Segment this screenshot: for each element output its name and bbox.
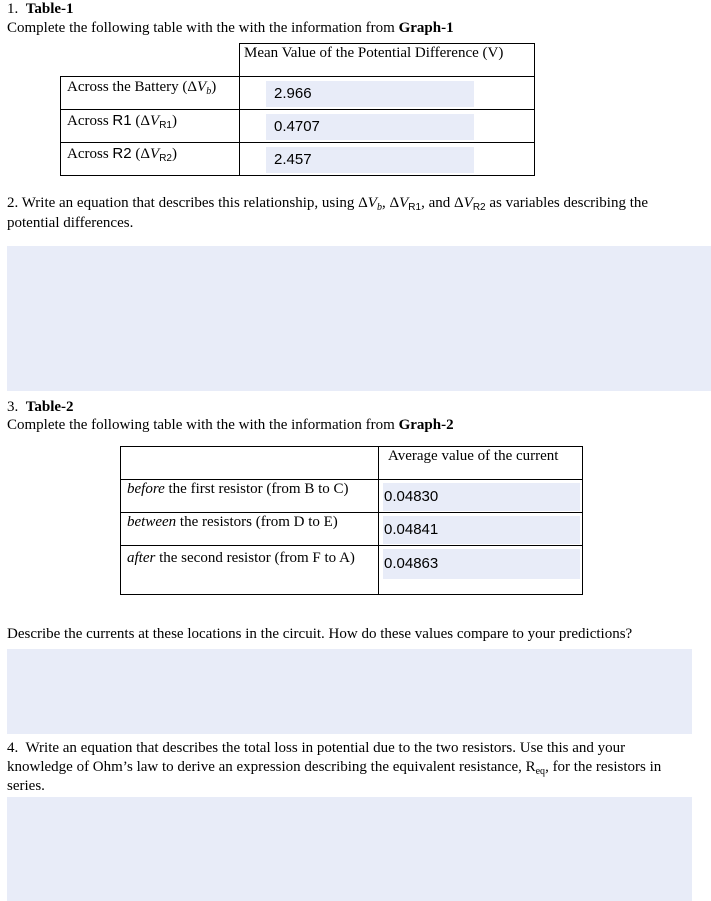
table-row <box>121 546 583 595</box>
table-2-header: Average value of the current <box>379 447 583 480</box>
row-label: before the first resistor (from B to C) <box>121 480 379 513</box>
q4-line-2: knowledge of Ohm’s law to derive an expression describing the equivalent resistance, $R_{eq}$, for the resistors in <box>7 759 662 777</box>
table-row <box>61 77 535 110</box>
current-d-e-input[interactable]: 0.04841 <box>383 516 580 544</box>
table-row <box>121 513 583 546</box>
table-row <box>121 480 583 513</box>
q3-title: Table-2 <box>25 399 74 415</box>
q2-answer-field[interactable] <box>7 246 711 391</box>
q3-answer-field[interactable] <box>7 649 692 734</box>
battery-pd-input[interactable]: 2.966 <box>266 81 474 107</box>
q4-line-3: series. <box>7 778 45 794</box>
q1-instruction: Complete the following table with the with the information from Graph-1 <box>7 20 454 36</box>
q3-heading: 3. Table-2 <box>7 399 74 415</box>
table-1 <box>60 43 535 176</box>
q4-answer-field[interactable] <box>7 797 692 901</box>
battery-pd-cell[interactable] <box>240 77 535 110</box>
row-label: Across R2 $(\Delta V_{R2})$ <box>61 143 240 176</box>
r1-pd-cell[interactable] <box>240 110 535 143</box>
current-f-a-cell[interactable] <box>379 546 583 595</box>
q2-line-1: 2. Write an equation that describes this relationship, using $\Delta V_b$, $\Delta V_{R1}$, and $\Delta V_{R2}$ as variables describing the <box>7 195 649 213</box>
current-d-e-cell[interactable] <box>379 513 583 546</box>
q1-heading: 1. Table-1 <box>7 1 74 17</box>
row-label: after the second resistor (from F to A) <box>121 546 379 595</box>
current-b-c-input[interactable]: 0.04830 <box>383 483 580 511</box>
row-label: Across the Battery $(\Delta V_b)$ <box>61 77 240 110</box>
table-1-header: Mean Value of the Potential Difference (V) <box>240 44 535 77</box>
q1-title: Table-1 <box>25 1 74 17</box>
r2-pd-cell[interactable] <box>240 143 535 176</box>
r1-pd-input[interactable]: 0.4707 <box>266 114 474 140</box>
q3-instruction: Complete the following table with the with the information from Graph-2 <box>7 417 454 433</box>
q4-line-1: 4. Write an equation that describes the total loss in potential due to the two resistors. Use this and your <box>7 740 626 756</box>
table-row <box>61 143 535 176</box>
table-2 <box>120 446 583 595</box>
row-label: Across R1 $(\Delta V_{R1})$ <box>61 110 240 143</box>
current-f-a-input[interactable]: 0.04863 <box>383 549 580 579</box>
table-row <box>61 110 535 143</box>
current-b-c-cell[interactable] <box>379 480 583 513</box>
r2-pd-input[interactable]: 2.457 <box>266 147 474 173</box>
q3-question: Describe the currents at these locations in the circuit. How do these values compare to your predictions? <box>7 626 633 642</box>
q2-line-2: potential differences. <box>7 215 134 231</box>
row-label: between the resistors (from D to E) <box>121 513 379 546</box>
